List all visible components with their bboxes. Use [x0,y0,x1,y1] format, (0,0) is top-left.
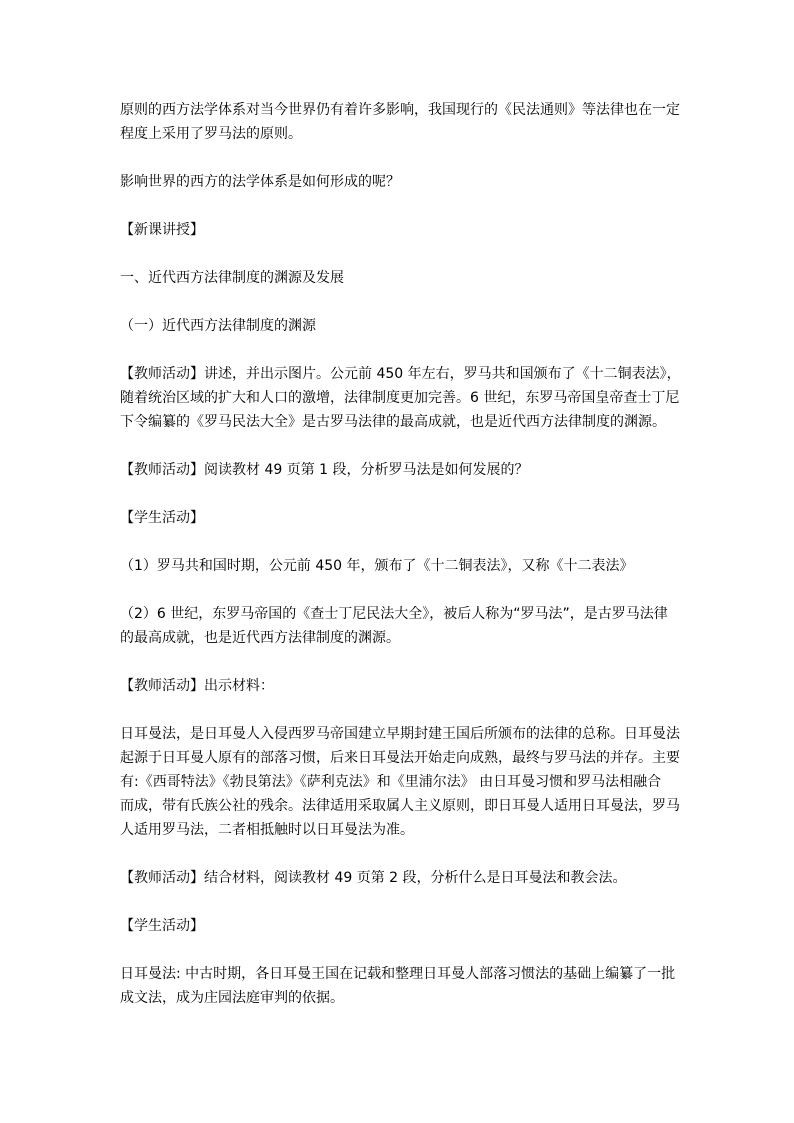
heading-student-activity-2 [120,914,684,938]
text-line: 日耳曼法: 中古时期，各日耳曼王国在记载和整理日耳曼人部落习惯法的基础上编纂了一批 [120,966,676,982]
text-line: 成文法，成为庄园法庭审判的依据。 [120,990,344,1006]
text-line: （2）6 世纪，东罗马帝国的《查士丁尼民法大全》，被后人称为“罗马法”，是古罗马法律 [120,606,668,622]
text-line: 随着统治区域的扩大和人口的激增，法律制度更加完善。6 世纪，东罗马帝国皇帝查士丁尼 [120,390,680,406]
paragraph-answer-1 [120,554,684,578]
heading-part-one [120,266,684,290]
text-line: 一、近代西方法律制度的渊源及发展 [120,270,344,286]
text-line: 而成，带有氏族公社的残余。法律适用采取属人主义原则，即日耳曼人适用日耳曼法，罗马 [120,798,680,814]
text-line: 日耳曼法，是日耳曼人入侵西罗马帝国建立早期封建王国后所颁布的法律的总称。日耳曼法 [120,726,680,742]
paragraph-germanic-law-answer [120,962,684,1010]
paragraph-teacher-activity-1 [120,362,684,434]
paragraph-answer-2 [120,602,684,650]
text-line: 起源于日耳曼人原有的部落习惯，后来日耳曼法开始走向成熟，最终与罗马法的并存。主要 [120,750,680,766]
text-line: 的最高成就，也是近代西方法律制度的渊源。 [120,630,400,646]
text-line: 【新课讲授】 [120,222,204,238]
text-line: 【教师活动】出示材料： [120,678,274,694]
text-line: 人适用罗马法，二者相抵触时以日耳曼法为准。 [120,822,414,838]
paragraph-germanic-law-material [120,722,684,842]
text-line: 程度上采用了罗马法的原则。 [120,126,302,142]
paragraph-question [120,170,684,194]
paragraph-teacher-activity-4 [120,866,684,890]
text-line: 下令编纂的《罗马民法大全》是古罗马法律的最高成就，也是近代西方法律制度的渊源。 [120,414,666,430]
paragraph-roman-law-influence [120,98,684,146]
text-line: 【教师活动】讲述，并出示图片。公元前 450 年左右，罗马共和国颁布了《十二铜表法》， [120,366,681,382]
paragraph-teacher-activity-3 [120,674,684,698]
section-heading-new-lesson [120,218,684,242]
heading-student-activity-1 [120,506,684,530]
text-line: 原则的西方法学体系对当今世界仍有着许多影响，我国现行的《民法通则》等法律也在一定 [120,102,680,118]
text-line: 【学生活动】 [120,510,204,526]
text-line: 【教师活动】结合材料，阅读教材 49 页第 2 段，分析什么是日耳曼法和教会法。 [120,870,627,886]
text-line: 【教师活动】阅读教材 49 页第 1 段，分析罗马法是如何发展的？ [120,462,529,478]
text-line: 有:《西哥特法》《勃艮第法》《萨利克法》和《里浦尔法》 由日耳曼习惯和罗马法相融合 [120,774,662,790]
document-body [120,98,684,1010]
subheading-origin [120,314,684,338]
text-line: 【学生活动】 [120,918,204,934]
paragraph-teacher-activity-2 [120,458,684,482]
text-line: （1）罗马共和国时期，公元前 450 年，颁布了《十二铜表法》，又称《十二表法》 [120,558,634,574]
text-line: （一）近代西方法律制度的渊源 [120,318,316,334]
text-line: 影响世界的西方的法学体系是如何形成的呢？ [120,174,400,190]
